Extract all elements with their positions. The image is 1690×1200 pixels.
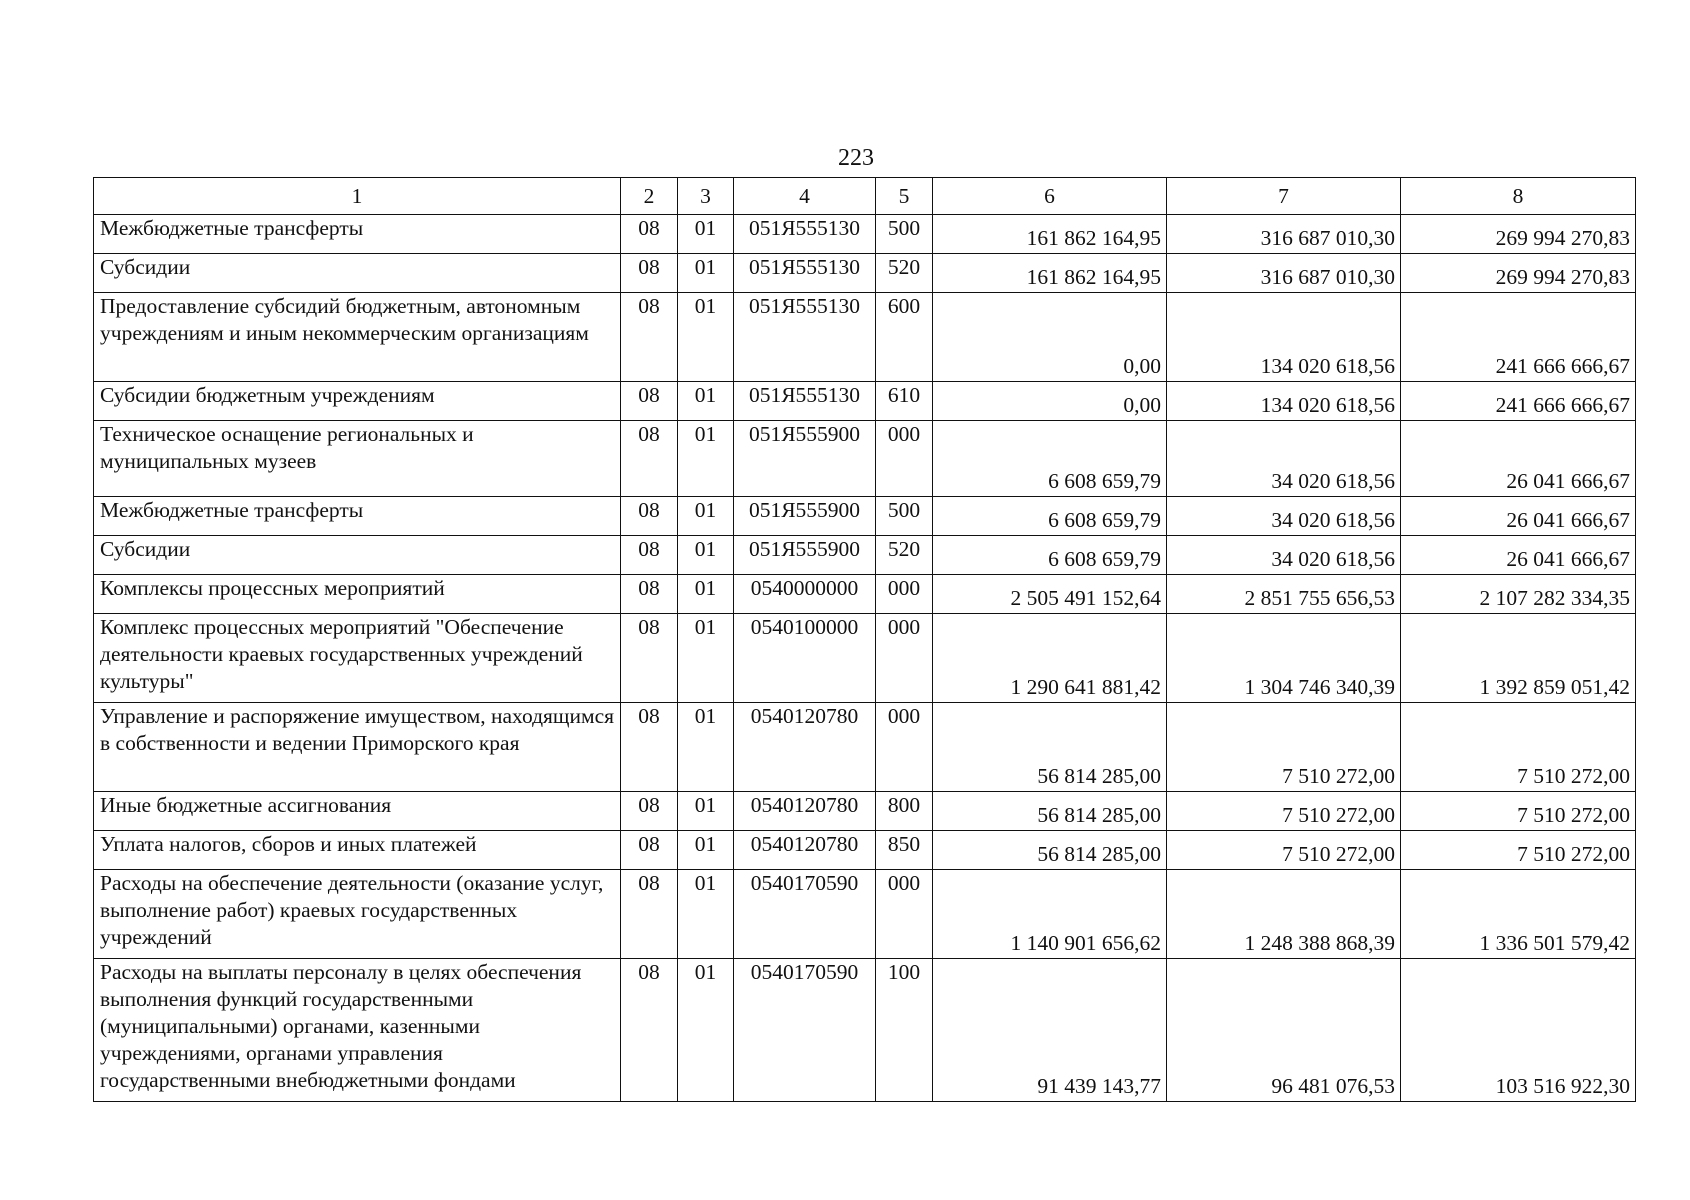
row-amount-8: 26 041 666,67	[1401, 497, 1636, 536]
table-row	[94, 703, 1636, 792]
row-subsection: 01	[678, 293, 734, 382]
header-cell-1: 1	[94, 178, 621, 215]
row-section: 08	[621, 421, 678, 497]
table-row	[94, 215, 1636, 254]
row-section: 08	[621, 536, 678, 575]
row-section: 08	[621, 870, 678, 959]
header-row	[94, 178, 1636, 215]
row-subsection: 01	[678, 959, 734, 1102]
row-section: 08	[621, 254, 678, 293]
header-cell-2: 2	[621, 178, 678, 215]
row-amount-8: 269 994 270,83	[1401, 254, 1636, 293]
row-expense-type: 500	[876, 215, 933, 254]
table-row	[94, 254, 1636, 293]
row-subsection: 01	[678, 575, 734, 614]
header-cell-8: 8	[1401, 178, 1636, 215]
row-target-code: 051Я555130	[734, 215, 876, 254]
row-amount-6: 0,00	[933, 382, 1167, 421]
row-expense-type: 000	[876, 421, 933, 497]
row-section: 08	[621, 831, 678, 870]
row-section: 08	[621, 382, 678, 421]
row-amount-6: 0,00	[933, 293, 1167, 382]
table-row	[94, 382, 1636, 421]
row-amount-7: 1 248 388 868,39	[1167, 870, 1401, 959]
table-row	[94, 497, 1636, 536]
row-target-code: 051Я555900	[734, 421, 876, 497]
row-amount-6: 6 608 659,79	[933, 421, 1167, 497]
row-expense-type: 000	[876, 703, 933, 792]
row-name: Комплексы процессных мероприятий	[94, 575, 621, 614]
row-subsection: 01	[678, 215, 734, 254]
row-subsection: 01	[678, 382, 734, 421]
row-subsection: 01	[678, 792, 734, 831]
row-amount-7: 316 687 010,30	[1167, 215, 1401, 254]
row-amount-7: 7 510 272,00	[1167, 703, 1401, 792]
row-name: Расходы на обеспечение деятельности (оказание услуг, выполнение работ) краевых государственных учреждений	[94, 870, 621, 959]
row-target-code: 051Я555900	[734, 497, 876, 536]
row-amount-7: 96 481 076,53	[1167, 959, 1401, 1102]
row-section: 08	[621, 959, 678, 1102]
row-amount-7: 34 020 618,56	[1167, 497, 1401, 536]
header-cell-3: 3	[678, 178, 734, 215]
row-amount-7: 316 687 010,30	[1167, 254, 1401, 293]
row-amount-8: 269 994 270,83	[1401, 215, 1636, 254]
row-section: 08	[621, 703, 678, 792]
row-amount-8: 26 041 666,67	[1401, 421, 1636, 497]
row-name: Субсидии	[94, 536, 621, 575]
table-row	[94, 792, 1636, 831]
row-name: Предоставление субсидий бюджетным, автономным учреждениям и иным некоммерческим организациям	[94, 293, 621, 382]
row-amount-6: 56 814 285,00	[933, 831, 1167, 870]
table-row	[94, 536, 1636, 575]
row-expense-type: 600	[876, 293, 933, 382]
row-subsection: 01	[678, 254, 734, 293]
row-name: Расходы на выплаты персоналу в целях обеспечения выполнения функций государственными (муниципальными) органами, казенными учреждениями, органами управления государственными внебюджетными фондами	[94, 959, 621, 1102]
row-name: Межбюджетные трансферты	[94, 215, 621, 254]
row-amount-7: 34 020 618,56	[1167, 536, 1401, 575]
row-name: Уплата налогов, сборов и иных платежей	[94, 831, 621, 870]
row-section: 08	[621, 293, 678, 382]
table-row	[94, 959, 1636, 1102]
row-section: 08	[621, 215, 678, 254]
row-target-code: 0540000000	[734, 575, 876, 614]
table-row	[94, 614, 1636, 703]
row-amount-8: 1 392 859 051,42	[1401, 614, 1636, 703]
row-amount-6: 1 140 901 656,62	[933, 870, 1167, 959]
row-expense-type: 500	[876, 497, 933, 536]
row-section: 08	[621, 497, 678, 536]
row-amount-6: 1 290 641 881,42	[933, 614, 1167, 703]
row-subsection: 01	[678, 703, 734, 792]
row-section: 08	[621, 575, 678, 614]
row-amount-8: 2 107 282 334,35	[1401, 575, 1636, 614]
row-target-code: 0540120780	[734, 703, 876, 792]
row-target-code: 051Я555130	[734, 254, 876, 293]
row-amount-7: 134 020 618,56	[1167, 382, 1401, 421]
row-amount-8: 241 666 666,67	[1401, 293, 1636, 382]
row-expense-type: 520	[876, 254, 933, 293]
header-cell-5: 5	[876, 178, 933, 215]
row-subsection: 01	[678, 497, 734, 536]
row-expense-type: 100	[876, 959, 933, 1102]
row-amount-7: 1 304 746 340,39	[1167, 614, 1401, 703]
row-amount-7: 34 020 618,56	[1167, 421, 1401, 497]
row-target-code: 051Я555130	[734, 382, 876, 421]
row-amount-6: 56 814 285,00	[933, 792, 1167, 831]
row-subsection: 01	[678, 870, 734, 959]
row-expense-type: 800	[876, 792, 933, 831]
row-amount-6: 161 862 164,95	[933, 254, 1167, 293]
row-section: 08	[621, 614, 678, 703]
row-target-code: 0540170590	[734, 959, 876, 1102]
row-amount-6: 6 608 659,79	[933, 536, 1167, 575]
table-row	[94, 293, 1636, 382]
header-cell-4: 4	[734, 178, 876, 215]
row-amount-8: 7 510 272,00	[1401, 831, 1636, 870]
header-cell-6: 6	[933, 178, 1167, 215]
row-subsection: 01	[678, 614, 734, 703]
row-section: 08	[621, 792, 678, 831]
row-amount-7: 134 020 618,56	[1167, 293, 1401, 382]
table-row	[94, 870, 1636, 959]
row-expense-type: 000	[876, 614, 933, 703]
page-number: 223	[838, 145, 874, 171]
row-name: Управление и распоряжение имуществом, находящимся в собственности и ведении Приморского края	[94, 703, 621, 792]
row-amount-7: 2 851 755 656,53	[1167, 575, 1401, 614]
row-subsection: 01	[678, 421, 734, 497]
row-name: Техническое оснащение региональных и муниципальных музеев	[94, 421, 621, 497]
row-amount-6: 161 862 164,95	[933, 215, 1167, 254]
row-target-code: 0540120780	[734, 792, 876, 831]
row-name: Субсидии бюджетным учреждениям	[94, 382, 621, 421]
row-name: Межбюджетные трансферты	[94, 497, 621, 536]
row-amount-8: 7 510 272,00	[1401, 703, 1636, 792]
row-amount-8: 1 336 501 579,42	[1401, 870, 1636, 959]
row-amount-6: 2 505 491 152,64	[933, 575, 1167, 614]
row-target-code: 0540100000	[734, 614, 876, 703]
budget-table	[93, 177, 1636, 1102]
row-expense-type: 850	[876, 831, 933, 870]
row-amount-8: 26 041 666,67	[1401, 536, 1636, 575]
row-amount-6: 6 608 659,79	[933, 497, 1167, 536]
row-target-code: 051Я555130	[734, 293, 876, 382]
row-expense-type: 000	[876, 870, 933, 959]
row-expense-type: 520	[876, 536, 933, 575]
row-amount-8: 103 516 922,30	[1401, 959, 1636, 1102]
row-name: Комплекс процессных мероприятий "Обеспечение деятельности краевых государственных учреждений культуры"	[94, 614, 621, 703]
table-row	[94, 575, 1636, 614]
row-amount-8: 241 666 666,67	[1401, 382, 1636, 421]
row-target-code: 0540170590	[734, 870, 876, 959]
row-target-code: 0540120780	[734, 831, 876, 870]
row-amount-7: 7 510 272,00	[1167, 831, 1401, 870]
row-amount-6: 56 814 285,00	[933, 703, 1167, 792]
row-amount-6: 91 439 143,77	[933, 959, 1167, 1102]
row-name: Иные бюджетные ассигнования	[94, 792, 621, 831]
row-expense-type: 000	[876, 575, 933, 614]
table-row	[94, 421, 1636, 497]
row-subsection: 01	[678, 831, 734, 870]
row-target-code: 051Я555900	[734, 536, 876, 575]
table-row	[94, 831, 1636, 870]
row-amount-7: 7 510 272,00	[1167, 792, 1401, 831]
row-subsection: 01	[678, 536, 734, 575]
row-name: Субсидии	[94, 254, 621, 293]
header-cell-7: 7	[1167, 178, 1401, 215]
row-expense-type: 610	[876, 382, 933, 421]
row-amount-8: 7 510 272,00	[1401, 792, 1636, 831]
